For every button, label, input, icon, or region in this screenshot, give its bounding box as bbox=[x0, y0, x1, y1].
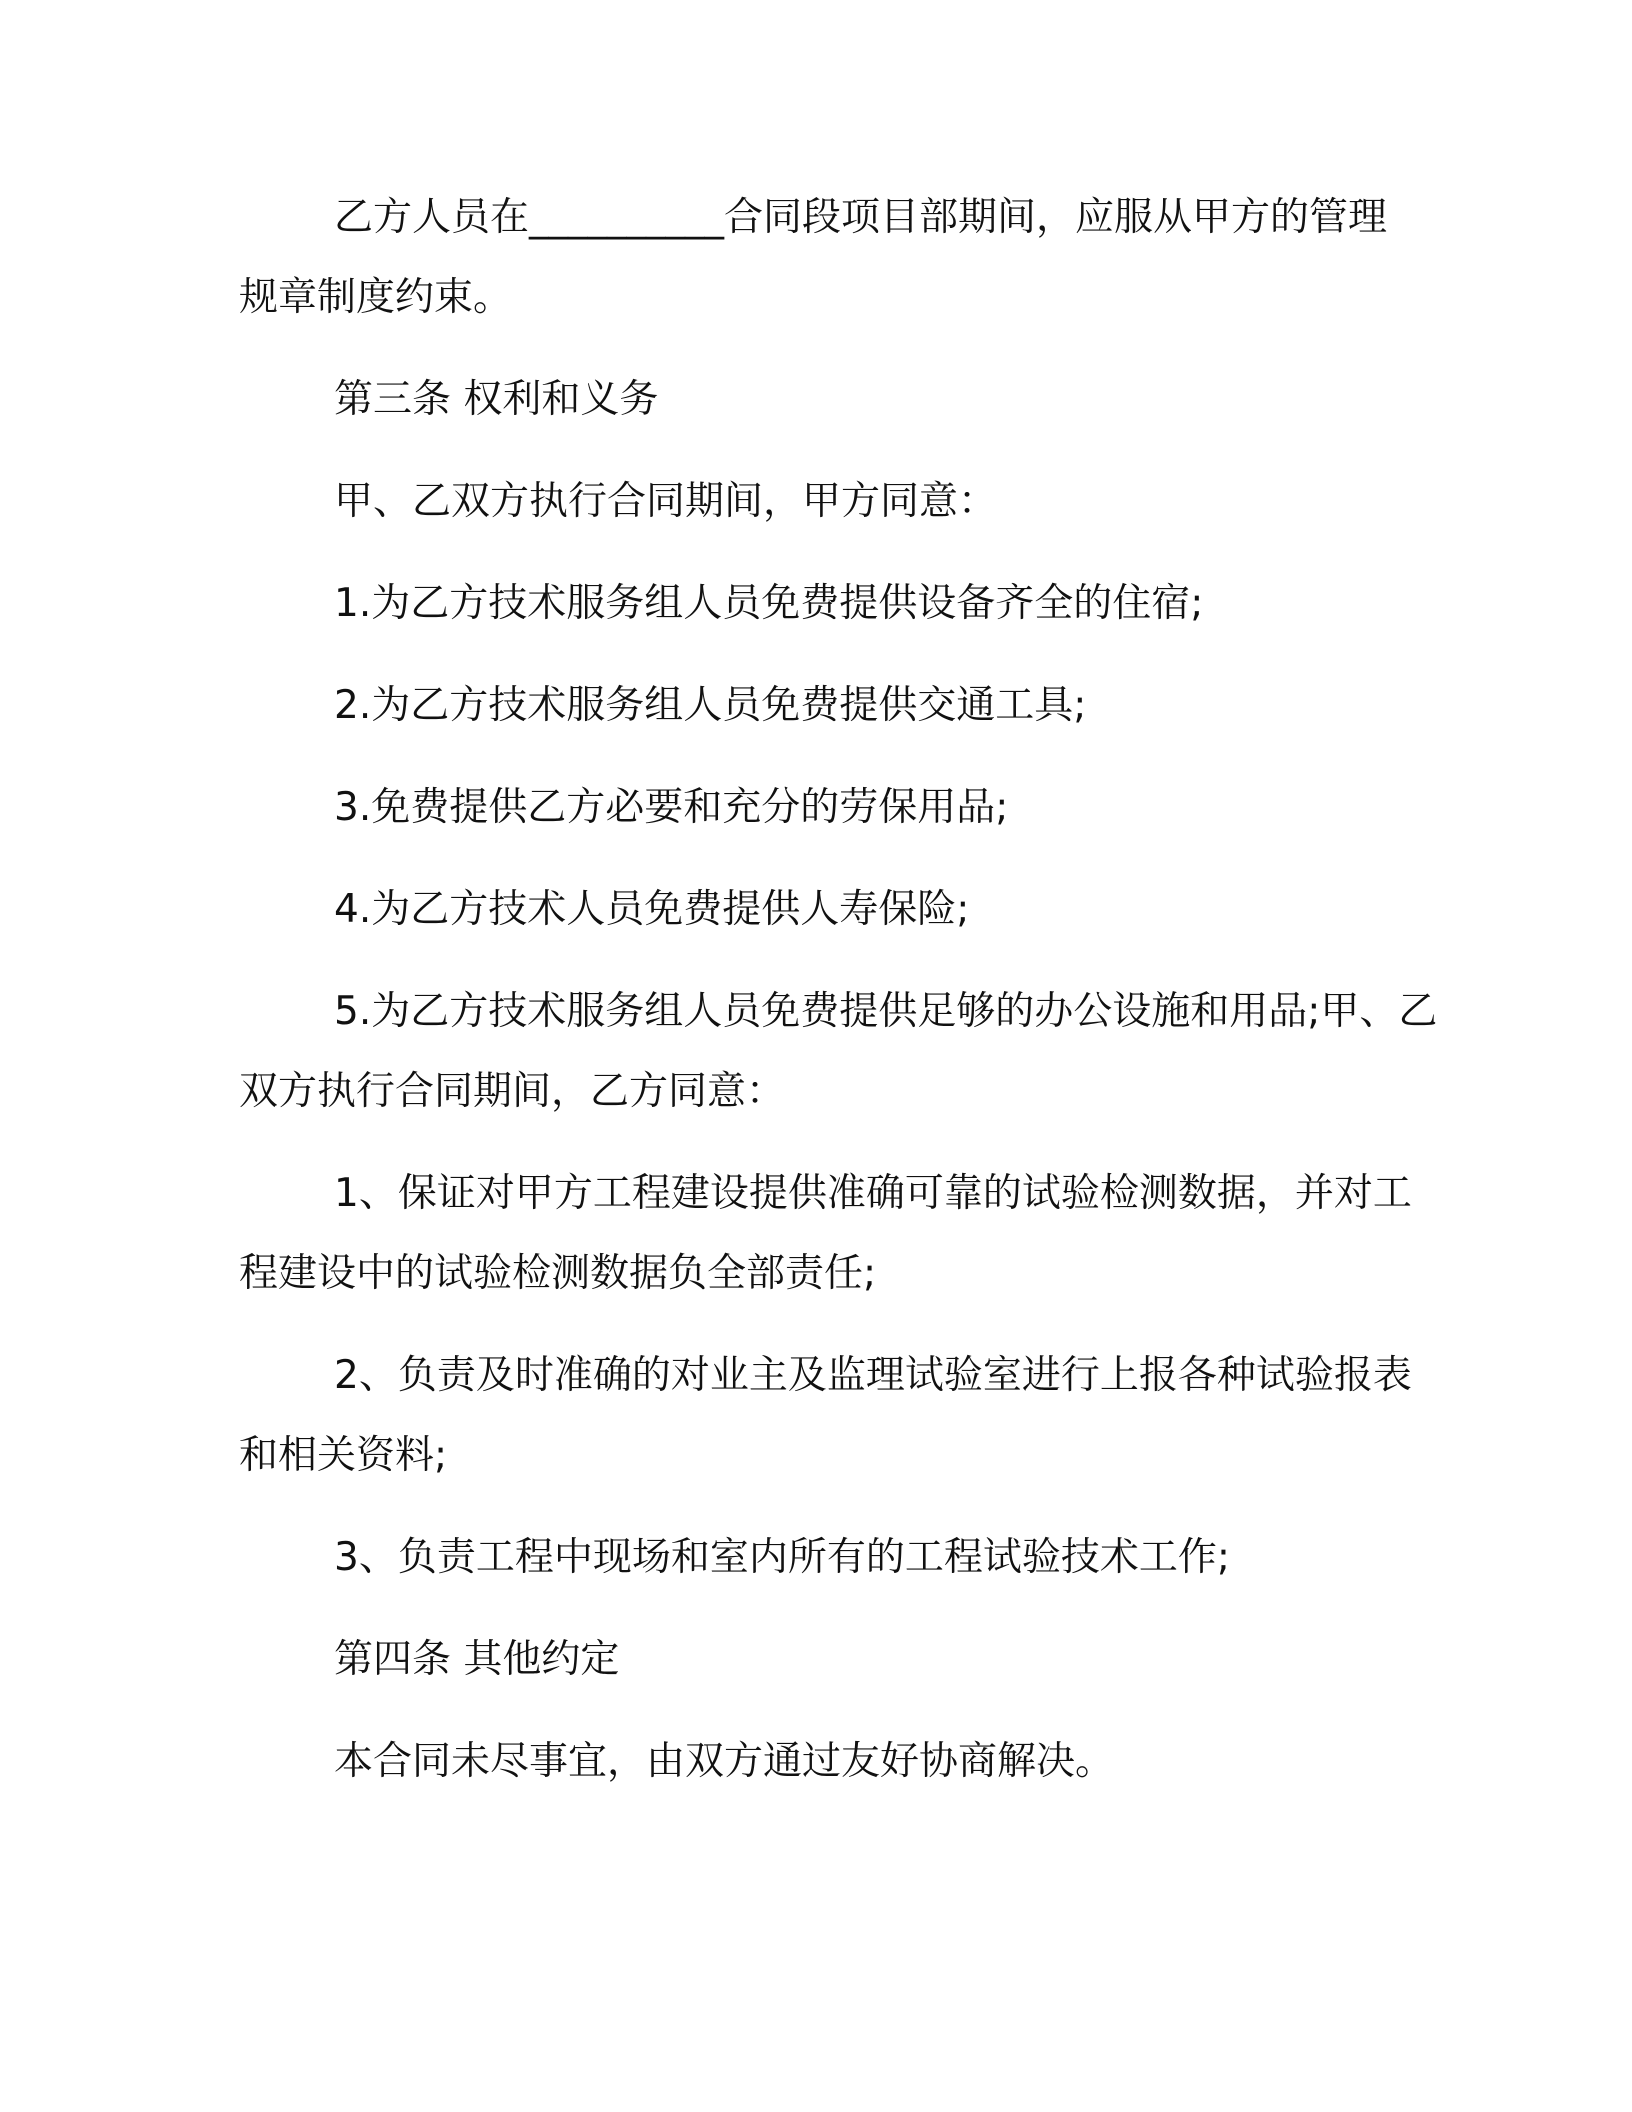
list-item: 5.为乙方技术服务组人员免费提供足够的办公设施和用品;甲、乙 bbox=[334, 989, 1438, 1034]
list-item-continuation: 程建设中的试验检测数据负全部责任; bbox=[239, 1251, 877, 1296]
list-item: 2、负责及时准确的对业主及监理试验室进行上报各种试验报表 bbox=[334, 1353, 1412, 1398]
section-heading: 第三条 权利和义务 bbox=[334, 377, 659, 422]
paragraph-line: 本合同未尽事宜，由双方通过友好协商解决。 bbox=[334, 1739, 1115, 1784]
paragraph-line: 甲、乙双方执行合同期间，甲方同意： bbox=[334, 479, 998, 524]
paragraph-line: 双方执行合同期间，乙方同意： bbox=[239, 1069, 786, 1114]
list-item: 2.为乙方技术服务组人员免费提供交通工具; bbox=[334, 683, 1087, 728]
list-item: 3、负责工程中现场和室内所有的工程试验技术工作; bbox=[334, 1535, 1230, 1580]
list-item: 1、保证对甲方工程建设提供准确可靠的试验检测数据，并对工 bbox=[334, 1171, 1412, 1216]
paragraph-line: 规章制度约束。 bbox=[239, 275, 513, 320]
paragraph-line: 乙方人员在__________合同段项目部期间，应服从甲方的管理 bbox=[334, 195, 1388, 240]
list-item: 4.为乙方技术人员免费提供人寿保险; bbox=[334, 887, 970, 932]
list-item: 3.免费提供乙方必要和充分的劳保用品; bbox=[334, 785, 1009, 830]
list-item: 1.为乙方技术服务组人员免费提供设备齐全的住宿; bbox=[334, 581, 1204, 626]
section-heading: 第四条 其他约定 bbox=[334, 1637, 620, 1682]
list-item-continuation: 和相关资料; bbox=[239, 1433, 448, 1478]
